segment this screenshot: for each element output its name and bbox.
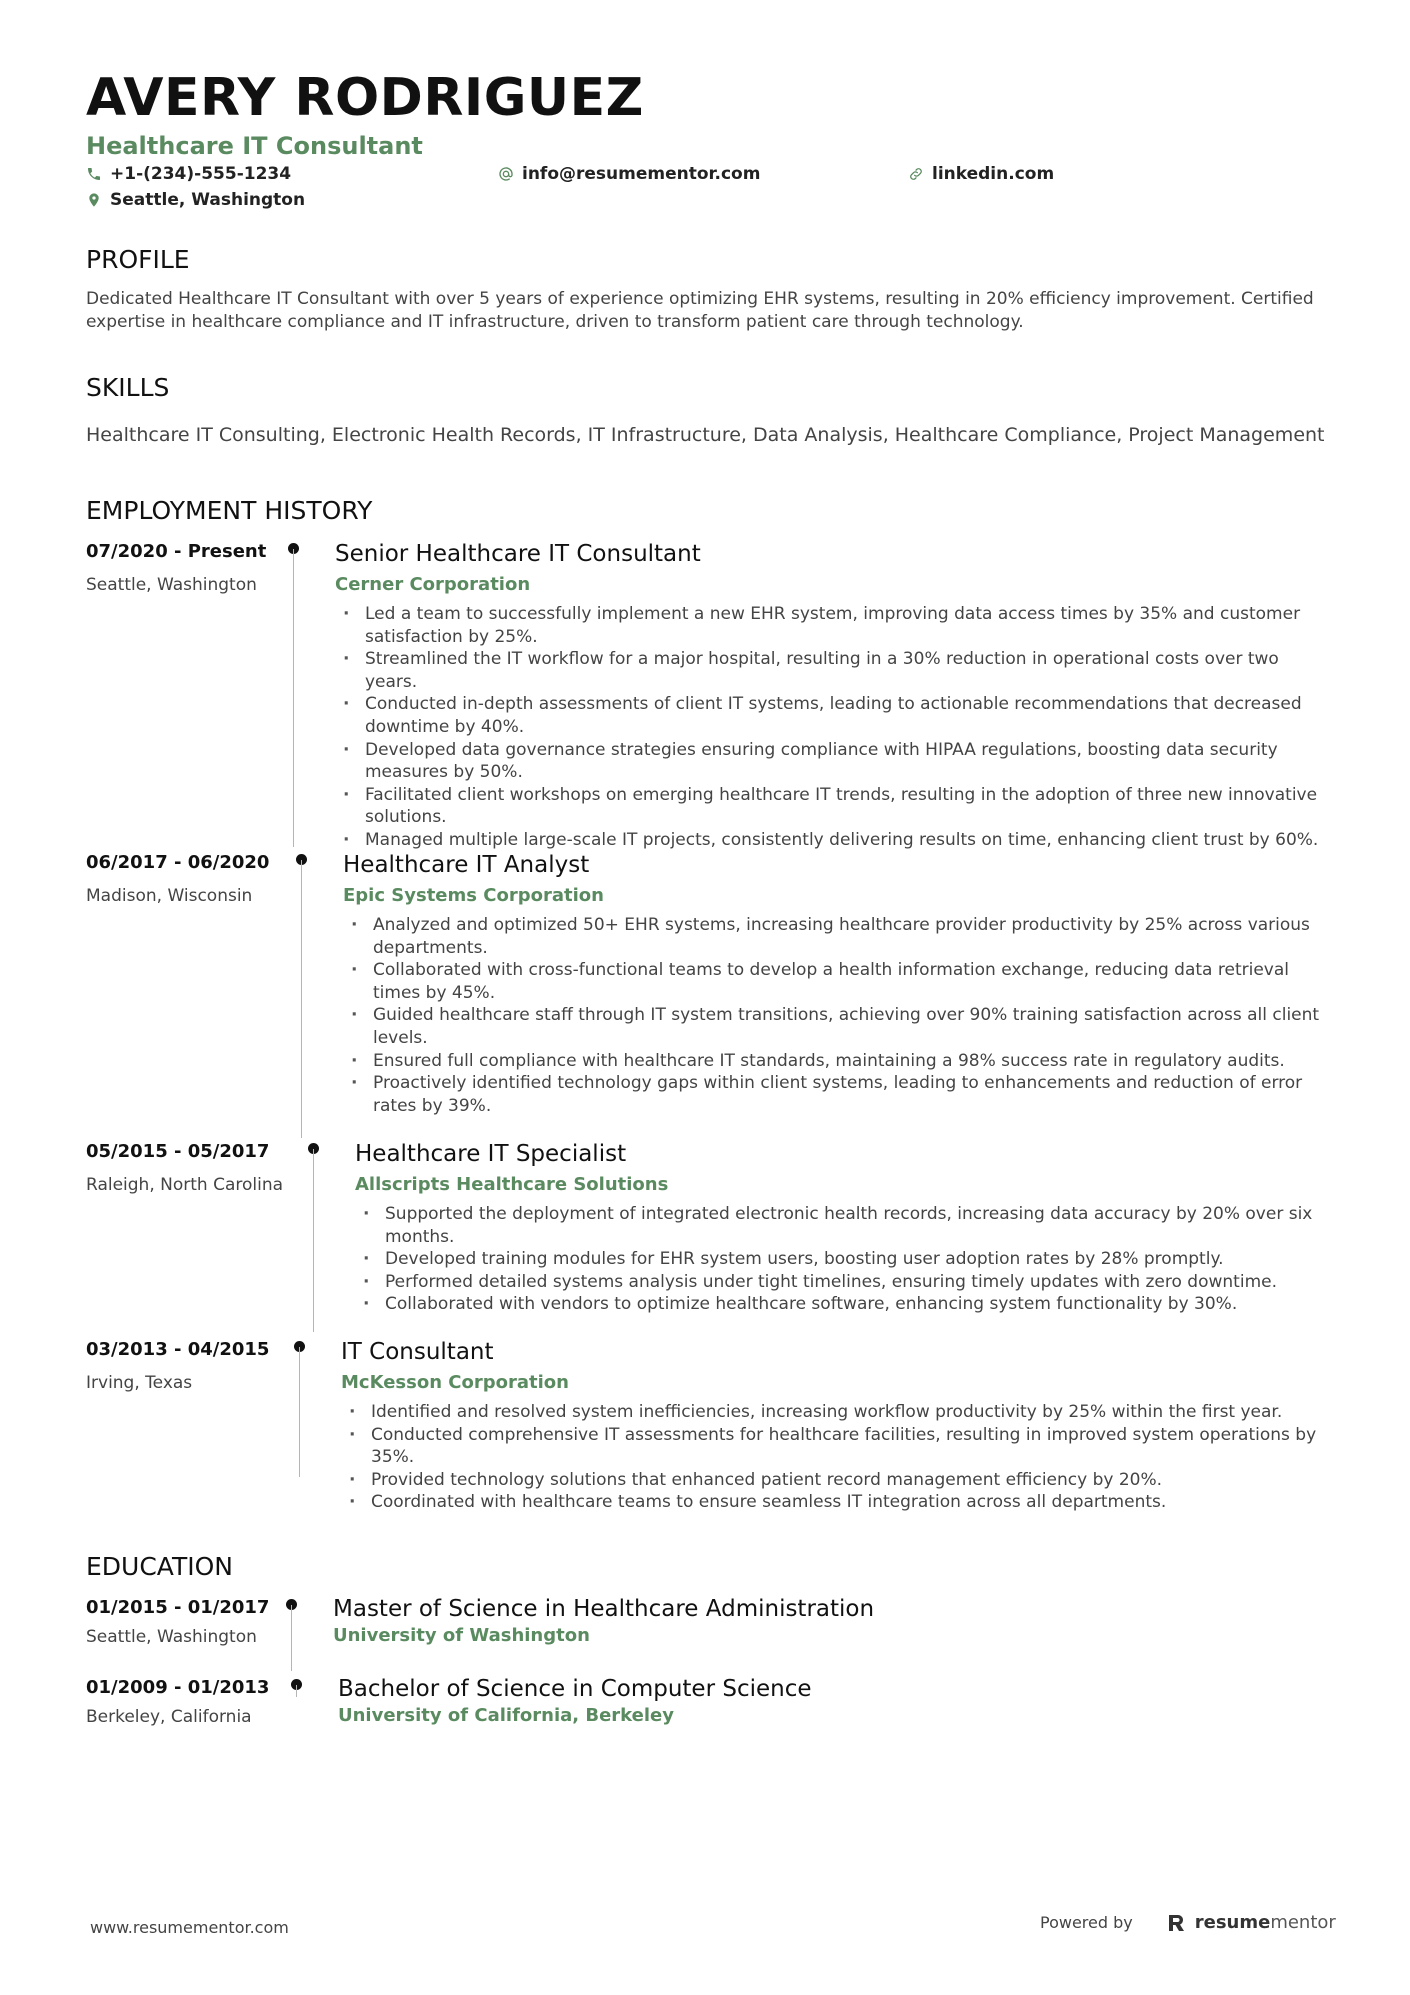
job-bullet: · Provided technology solutions that enhanced patient record management efficiency by 20%. (341, 1469, 1336, 1492)
link-icon (908, 166, 924, 182)
education-location: Berkeley, California (86, 1707, 252, 1727)
skills-heading: SKILLS (86, 373, 170, 402)
job-bullet: · Guided healthcare staff through IT system transitions, achieving over 90% training satisfaction across all client levels. (343, 1004, 1333, 1049)
job-bullet: · Developed training modules for EHR system users, boosting user adoption rates by 28% promptly. (355, 1248, 1335, 1271)
job-bullet: · Performed detailed systems analysis under tight timelines, ensuring timely updates with zero downtime. (355, 1271, 1335, 1294)
job-bullet: · Analyzed and optimized 50+ EHR systems, increasing healthcare provider productivity by 25% across various departments. (343, 914, 1333, 959)
contact-phone (86, 164, 291, 184)
job-bullet: · Led a team to successfully implement a new EHR system, improving data access times by 35% and customer satisfaction by 25%. (335, 603, 1335, 648)
job-bullet: · Managed multiple large-scale IT projects, consistently delivering results on time, enhancing client trust by 60%. (335, 829, 1335, 852)
at-icon (498, 166, 514, 182)
contact-location (86, 190, 305, 210)
powered-by-label: Powered by (1040, 1913, 1133, 1932)
brand-name-resume: resume (1194, 1912, 1271, 1933)
job-bullet: · Proactively identified technology gaps within client systems, leading to enhancements and reduction of error rates by 39%. (343, 1072, 1333, 1117)
education-dates: 01/2009 - 01/2013 (86, 1677, 270, 1698)
candidate-title: Healthcare IT Consultant (86, 132, 423, 160)
job-content (343, 852, 1333, 1117)
job-bullet: · Collaborated with cross-functional teams to develop a health information exchange, reducing data retrieval times by 45%. (343, 959, 1333, 1004)
skills-text: Healthcare IT Consulting, Electronic Health Records, IT Infrastructure, Data Analysis, Healthcare Compliance, Project Management (86, 424, 1325, 446)
job-company: Epic Systems Corporation (343, 885, 604, 906)
job-bullet: · Developed data governance strategies ensuring compliance with HIPAA regulations, boosting data security measures by 50%. (335, 739, 1335, 784)
footer-powered-by (1040, 1912, 1336, 1933)
education-school: University of California, Berkeley (338, 1705, 674, 1726)
profile-text: Dedicated Healthcare IT Consultant with over 5 years of experience optimizing EHR systems, resulting in 20% efficiency improvement. Certified expertise in healthcare compliance and IT infrastructure, driven to transform patient care through technology. (86, 289, 1314, 332)
job-bullets (335, 603, 1335, 852)
job-location: Seattle, Washington (86, 575, 257, 595)
education-heading: EDUCATION (86, 1552, 233, 1581)
job-role: Senior Healthcare IT Consultant (335, 541, 701, 567)
timeline-line (293, 549, 294, 847)
phone-icon (86, 166, 102, 182)
job-company: McKesson Corporation (341, 1372, 569, 1393)
education-dates: 01/2015 - 01/2017 (86, 1597, 270, 1618)
brand-logo-text (1195, 1912, 1336, 1933)
job-content (355, 1141, 1335, 1316)
education-content (338, 1677, 1338, 1728)
job-role: IT Consultant (341, 1339, 494, 1365)
job-bullet: · Collaborated with vendors to optimize healthcare software, enhancing system functionality by 30%. (355, 1293, 1335, 1316)
timeline-line (291, 1605, 292, 1671)
education-degree: Bachelor of Science in Computer Science (338, 1676, 812, 1702)
phone-value: +1-(234)-555-1234 (110, 164, 292, 184)
footer-website[interactable]: www.resumementor.com (90, 1918, 289, 1937)
timeline-line (296, 1685, 297, 1697)
job-bullet: · Streamlined the IT workflow for a major hospital, resulting in a 30% reduction in operational costs over two years. (335, 648, 1335, 693)
job-dates: 06/2017 - 06/2020 (86, 852, 270, 873)
job-role: Healthcare IT Specialist (355, 1141, 627, 1167)
education-degree: Master of Science in Healthcare Administration (333, 1596, 875, 1622)
job-bullet: · Conducted in-depth assessments of client IT systems, leading to actionable recommendations that decreased downtime by 40%. (335, 693, 1335, 738)
job-bullet: · Supported the deployment of integrated electronic health records, increasing data accuracy by 20% over six months. (355, 1203, 1335, 1248)
job-bullet: · Conducted comprehensive IT assessments for healthcare facilities, resulting in improved system operations by 35%. (341, 1424, 1336, 1469)
profile-heading: PROFILE (86, 245, 190, 274)
job-company: Allscripts Healthcare Solutions (355, 1174, 669, 1195)
contact-linkedin[interactable] (908, 164, 1054, 184)
education-school: University of Washington (333, 1625, 590, 1646)
job-bullet: · Facilitated client workshops on emerging healthcare IT trends, resulting in the adoption of three new innovative solutions. (335, 784, 1335, 829)
job-dates: 05/2015 - 05/2017 (86, 1141, 270, 1162)
timeline-line (299, 1347, 300, 1477)
contact-email[interactable] (498, 164, 760, 184)
brand-name-mentor: mentor (1270, 1912, 1336, 1933)
map-pin-icon (86, 192, 102, 208)
education-content (333, 1597, 1333, 1648)
job-bullet: · Coordinated with healthcare teams to ensure seamless IT integration across all departments. (341, 1491, 1336, 1514)
linkedin-value[interactable]: linkedin.com (932, 164, 1055, 184)
job-bullet: · Ensured full compliance with healthcare IT standards, maintaining a 98% success rate in regulatory audits. (343, 1050, 1333, 1073)
location-value: Seattle, Washington (110, 190, 306, 210)
job-content (341, 1339, 1336, 1514)
timeline-line (313, 1149, 314, 1332)
job-bullets (341, 1401, 1336, 1514)
job-location: Irving, Texas (86, 1373, 193, 1393)
job-content (335, 541, 1335, 852)
job-company: Cerner Corporation (335, 574, 531, 595)
resumementor-logo-icon (1167, 1913, 1185, 1933)
email-value[interactable]: info@resumementor.com (522, 164, 761, 184)
job-bullets (355, 1203, 1335, 1316)
timeline-line (301, 860, 302, 1138)
education-location: Seattle, Washington (86, 1627, 257, 1647)
job-role: Healthcare IT Analyst (343, 852, 590, 878)
job-dates: 03/2013 - 04/2015 (86, 1339, 270, 1360)
employment-heading: EMPLOYMENT HISTORY (86, 496, 373, 525)
job-location: Madison, Wisconsin (86, 886, 253, 906)
job-bullets (343, 914, 1333, 1117)
candidate-name: AVERY RODRIGUEZ (86, 68, 644, 128)
job-location: Raleigh, North Carolina (86, 1175, 284, 1195)
job-dates: 07/2020 - Present (86, 541, 267, 562)
job-bullet: · Identified and resolved system inefficiencies, increasing workflow productivity by 25% within the first year. (341, 1401, 1336, 1424)
